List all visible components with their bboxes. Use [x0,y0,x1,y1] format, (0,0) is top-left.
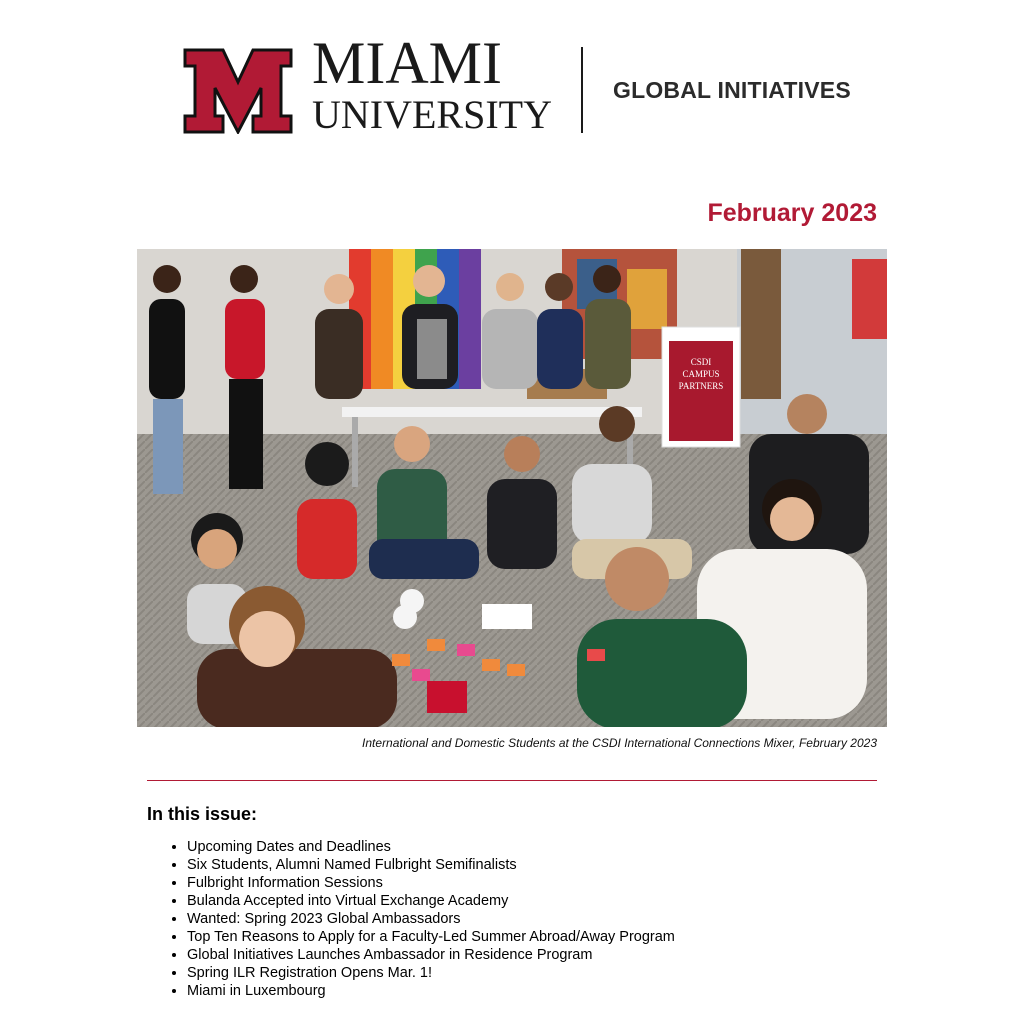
newsletter-header [0,0,1024,170]
wordmark-university: UNIVERSITY [312,92,552,137]
issue-date: February 2023 [707,199,877,227]
toc-item[interactable]: • Six Students, Alumni Named Fulbright Semifinalists [187,856,675,874]
hero-photo-illustration [137,249,887,727]
toc-item[interactable]: • Miami in Luxembourg [187,982,675,1000]
toc-item[interactable]: • Bulanda Accepted into Virtual Exchange Academy [187,892,675,910]
section-divider [147,780,877,781]
toc-list [147,838,675,1000]
toc-item[interactable]: • Spring ILR Registration Opens Mar. 1! [187,964,675,982]
toc-item[interactable]: • Wanted: Spring 2023 Global Ambassadors [187,910,675,928]
photo-caption: International and Domestic Students at the CSDI International Connections Mixer, February 2023 [362,736,877,750]
sign-line-1: CSDI [690,357,712,367]
hero-photo [137,249,887,727]
toc-item[interactable]: • Top Ten Reasons to Apply for a Faculty-Led Summer Abroad/Away Program [187,928,675,946]
toc-item[interactable]: • Upcoming Dates and Deadlines [187,838,675,856]
toc-heading: In this issue: [147,804,258,824]
toc-item[interactable]: • Fulbright Information Sessions [187,874,675,892]
header-divider [581,47,583,133]
sign-line-2: CAMPUS [682,369,720,379]
wordmark-miami: MIAMI [312,30,502,96]
miami-m-logo-icon [183,48,293,134]
toc-item[interactable]: • Global Initiatives Launches Ambassador in Residence Program [187,946,675,964]
unit-name: GLOBAL INITIATIVES [613,77,851,103]
sign-line-3: PARTNERS [678,381,724,391]
